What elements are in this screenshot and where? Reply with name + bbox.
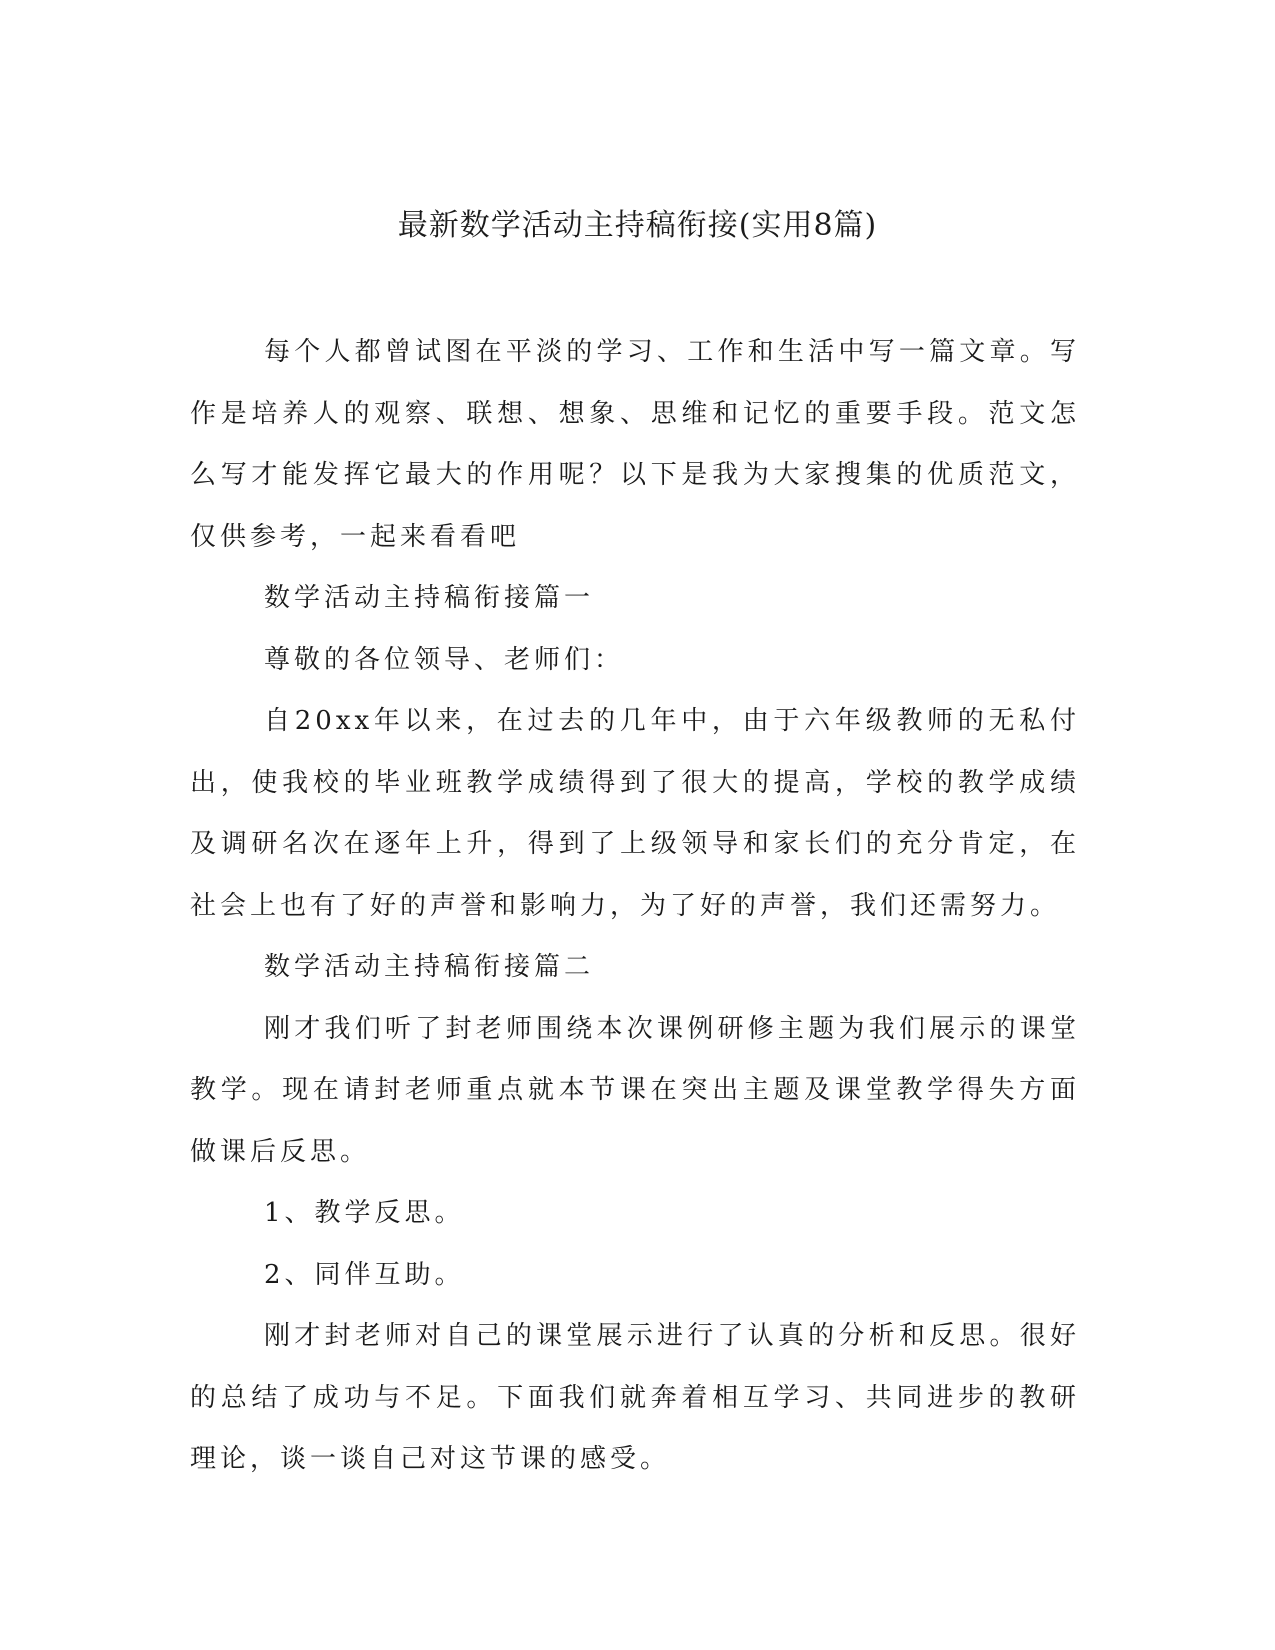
body-paragraph: 刚才封老师对自己的课堂展示进行了认真的分析和反思。很好的总结了成功与不足。下面我们就奔着相互学习、共同进步的教研理论，谈一谈自己对这节课的感受。	[190, 1321, 1080, 1474]
document-body	[190, 322, 1080, 1491]
body-paragraph: 自20xx年以来，在过去的几年中，由于六年级教师的无私付出，使我校的毕业班教学成绩得到了很大的提高，学校的教学成绩及调研名次在逐年上升，得到了上级领导和家长们的充分肯定，在社会上也有了好的声誉和影响力，为了好的声誉，我们还需努力。	[190, 706, 1080, 921]
intro-paragraph: 每个人都曾试图在平淡的学习、工作和生活中写一篇文章。写作是培养人的观察、联想、想象、思维和记忆的重要手段。范文怎么写才能发挥它最大的作用呢？以下是我为大家搜集的优质范文，仅供参考，一起来看看吧	[190, 337, 1080, 552]
list-item: 2、同伴互助。	[264, 1259, 465, 1290]
document-title: 最新数学活动主持稿衔接(实用8篇)	[397, 208, 878, 243]
salutation: 尊敬的各位领导、老师们：	[264, 644, 625, 675]
list-item: 1、教学反思。	[264, 1198, 465, 1228]
section-heading-2: 数学活动主持稿衔接篇二	[264, 952, 595, 982]
body-paragraph: 刚才我们听了封老师围绕本次课例研修主题为我们展示的课堂教学。现在请封老师重点就本节课在突出主题及课堂教学得失方面做课后反思。	[190, 1013, 1080, 1167]
section-heading-1: 数学活动主持稿衔接篇一	[264, 583, 595, 613]
